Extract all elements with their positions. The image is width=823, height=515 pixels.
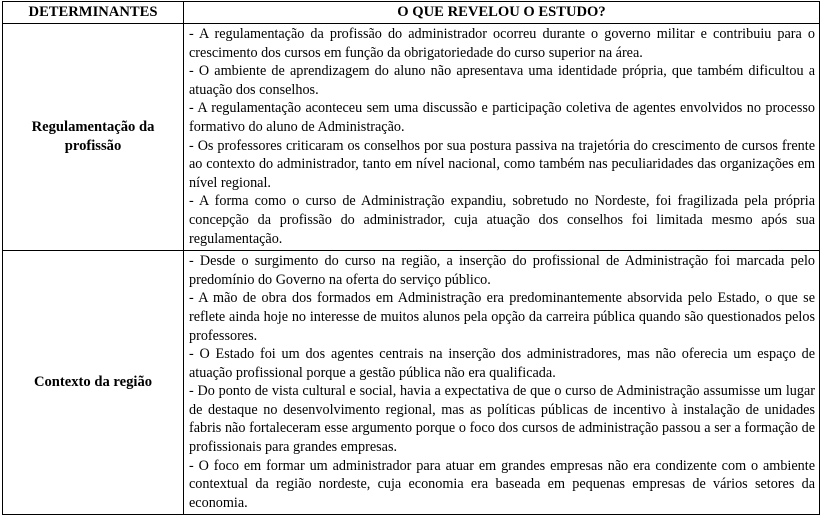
determinants-table bbox=[2, 1, 820, 515]
determinante-cell: Contexto da região bbox=[3, 251, 184, 515]
finding-item: - Os professores criticaram os conselhos por sua postura passiva na trajetória do crescimento de cursos frente ao contexto do administrador, tanto em nível nacional, como também nas peculiaridades das organizações em nível regional. bbox=[189, 137, 815, 191]
table-row bbox=[3, 251, 820, 515]
header-determinantes: DETERMINANTES bbox=[3, 2, 184, 24]
finding-item: - A regulamentação da profissão do administrador ocorreu durante o governo militar e contribuiu para o crescimento dos cursos em função da obrigatoriedade do curso superior na área. bbox=[189, 26, 815, 61]
findings-cell bbox=[184, 251, 820, 515]
table-header-row bbox=[3, 2, 820, 24]
finding-item: - O ambiente de aprendizagem do aluno não apresentava uma identidade própria, que também dificultou a atuação dos conselhos. bbox=[189, 63, 815, 98]
finding-item: - A regulamentação aconteceu sem uma discussão e participação coletiva de agentes envolvidos no processo formativo do aluno de Administração. bbox=[189, 100, 815, 135]
finding-item: - O foco em formar um administrador para atuar em grandes empresas não era condizente com o ambiente contextual da região nordeste, cuja economia era baseada em pequenas empresas de vários setores da economia. bbox=[189, 457, 815, 511]
finding-item: - O Estado foi um dos agentes centrais na inserção dos administradores, mas não oferecia um espaço de atuação profissional porque a gestão pública não era qualificada. bbox=[189, 346, 815, 381]
finding-item: - Desde o surgimento do curso na região, a inserção do profissional de Administração foi marcada pelo predomínio do Governo na oferta do serviço público. bbox=[189, 253, 815, 288]
findings-cell bbox=[184, 24, 820, 251]
finding-item: - Do ponto de vista cultural e social, havia a expectativa de que o curso de Administração assumisse um lugar de destaque no desenvolvimento regional, mas as políticas públicas de incentivo à instalação de unidades fabris não fortaleceram esse argumento porque o foco dos cursos de administração passou a ser a formação de profissionais para grandes empresas. bbox=[189, 383, 815, 456]
header-o-que-revelou: O QUE REVELOU O ESTUDO? bbox=[184, 2, 820, 24]
determinante-cell: Regulamentação da profissão bbox=[3, 24, 184, 251]
finding-item: - A mão de obra dos formados em Administração era predominantemente absorvida pelo Estado, o que se reflete ainda hoje no interesse de muitos alunos pela opção da carreira pública quando são questionados pelos professores. bbox=[189, 290, 815, 344]
finding-item: - A forma como o curso de Administração expandiu, sobretudo no Nordeste, foi fragilizada pela própria concepção da profissão do administrador, cuja atuação dos conselhos foi limitada mesmo após sua regulamentação. bbox=[189, 193, 815, 247]
table-row bbox=[3, 24, 820, 251]
